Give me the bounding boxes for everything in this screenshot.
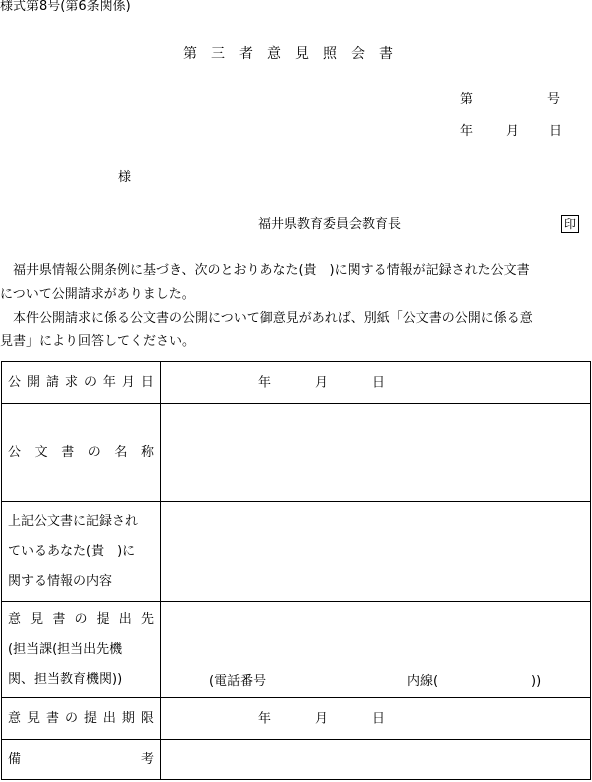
field-submission-deadline[interactable] (161, 698, 591, 740)
table-row-request-date (2, 362, 591, 404)
table-row-information-content (2, 502, 591, 602)
label-submission-deadline-text: 意 見 書 の 提 出 期 限 (8, 711, 154, 726)
form-number-label: 様式第8号(第6条関係) (0, 0, 131, 14)
extension-close: )) (531, 674, 542, 689)
field-document-name[interactable] (161, 404, 591, 502)
table-row-submission-deadline (2, 698, 591, 740)
document-title: 第三者意見照会書 (183, 46, 407, 62)
label-submission-deadline (2, 698, 161, 740)
label-document-name-text: 公 文 書 の 名 称 (8, 445, 154, 460)
phone-number-label: (電話番号 (209, 674, 267, 689)
label-information-content (2, 502, 161, 602)
body-paragraph-1-line-2: について公開請求がありました。 (0, 287, 195, 302)
label-submission-destination-line-3: 関、担当教育機関)) (8, 671, 123, 687)
deadline-day: 日 (372, 711, 386, 726)
request-date-year: 年 (258, 375, 272, 390)
deadline-month: 月 (315, 711, 329, 726)
field-information-content[interactable] (161, 502, 591, 602)
document-date-month: 月 (506, 124, 520, 139)
label-remarks-text: 備 考 (8, 752, 154, 767)
field-submission-destination[interactable] (161, 602, 591, 698)
sender-name: 福井県教育委員会教育長 (258, 217, 402, 232)
body-paragraph-2-line-1: 本件公開請求に係る公文書の公開について御意見があれば、別紙「公文書の公開に係る意 (0, 311, 533, 326)
label-information-content-line-1: 上記公文書に記録され (8, 513, 139, 529)
deadline-year: 年 (258, 711, 272, 726)
table-row-submission-destination (2, 602, 591, 698)
label-information-content-line-2: ているあなた(貴 )に (8, 543, 136, 559)
addressee-honorific: 様 (118, 170, 132, 185)
document-date-year: 年 (460, 124, 474, 139)
field-request-date[interactable] (161, 362, 591, 404)
seal-mark: 印 (561, 215, 579, 233)
document-date-day: 日 (549, 124, 563, 139)
document-number-prefix: 第 (460, 92, 474, 107)
request-date-day: 日 (372, 375, 386, 390)
body-paragraph-1-line-1: 福井県情報公開条例に基づき、次のとおりあなた(貴 )に関する情報が記録された公文書 (0, 263, 530, 278)
field-remarks[interactable] (161, 740, 591, 780)
request-date-month: 月 (315, 375, 329, 390)
label-submission-destination-line-1: 意 見 書 の 提 出 先 (8, 611, 154, 627)
body-paragraph-2-line-2: 見書」により回答してください。 (0, 334, 196, 349)
label-request-date (2, 362, 161, 404)
label-request-date-text: 公 開 請 求 の 年 月 日 (8, 375, 154, 390)
label-remarks (2, 740, 161, 780)
label-submission-destination (2, 602, 161, 698)
document-number-suffix: 号 (547, 92, 561, 107)
label-document-name (2, 404, 161, 502)
extension-label: 内線( (407, 674, 439, 689)
inquiry-form-table (1, 361, 591, 780)
label-submission-destination-line-2: (担当課(担当出先機 (8, 641, 123, 657)
table-row-remarks (2, 740, 591, 780)
label-information-content-line-3: 関する情報の内容 (8, 573, 113, 589)
table-row-document-name (2, 404, 591, 502)
